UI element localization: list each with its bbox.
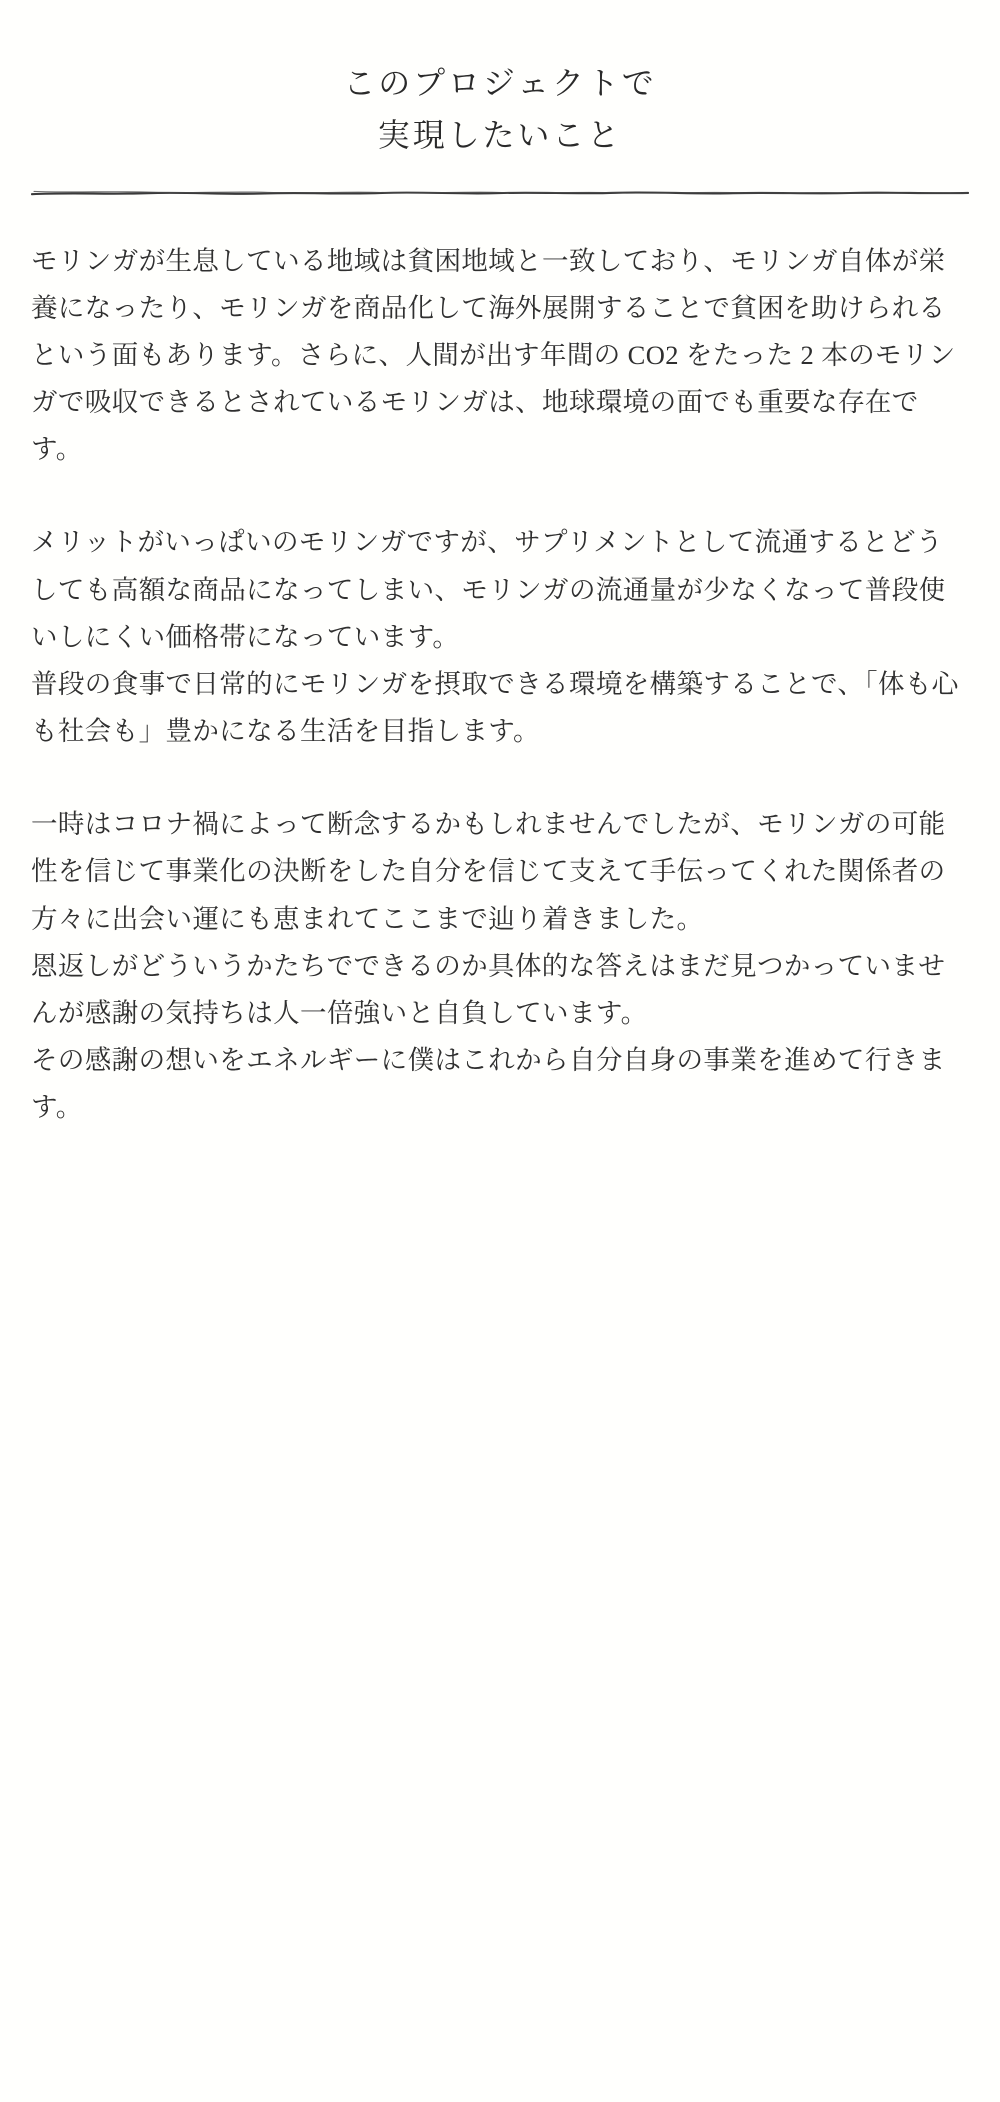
page-title-line-1: このプロジェクトで xyxy=(343,65,657,101)
section-divider xyxy=(0,188,1000,198)
paragraph-block: 恩返しがどういうかたちでできるのか具体的な答えはまだ見つかっていませんが感謝の気持ちは人一倍強いと自負しています。 xyxy=(31,950,946,1028)
page-title-line-2: 実現したいこと xyxy=(377,116,623,153)
paragraph-supplement-price xyxy=(31,519,969,755)
paragraph-corona-gratitude xyxy=(31,801,969,1131)
paragraph-moringa-poverty-co2 xyxy=(31,238,969,474)
paragraph-block: 普段の食事で日常的にモリンガを摂取できる環境を構築することで、「体も心も社会も」豊かになる生活を目指します。 xyxy=(31,668,959,747)
paragraph-block: 一時はコロナ禍によって断念するかもしれませんでしたが、モリンガの可能性を信じて事業化の決断をした自分を信じて支えて手伝ってくれた関係者の方々に出会い運にも恵まれてここまで辿り着きました。 xyxy=(31,809,946,934)
body-copy xyxy=(0,198,1000,1172)
paragraph-block: モリンガが生息している地域は貧困地域と一致しており、モリンガ自体が栄養になったり、モリンガを商品化して海外展開することで貧困を助けられるという面もあります。さらに、人間が出す年間の CO2 をたった 2 本のモリンガで吸収できるとされているモリンガは、地球環境の面でも重要な存在です。 xyxy=(31,245,956,465)
paragraph-block: その感謝の想いをエネルギーに僕はこれから自分自身の事業を進めて行きます。 xyxy=(31,1045,946,1123)
page-title xyxy=(0,0,1000,162)
paragraph-block: メリットがいっぱいのモリンガですが、サプリメントとして流通するとどうしても高額な商品になってしまい、モリンガの流通量が少なくなって普段使いしにくい価格帯になっています。 xyxy=(31,527,946,652)
